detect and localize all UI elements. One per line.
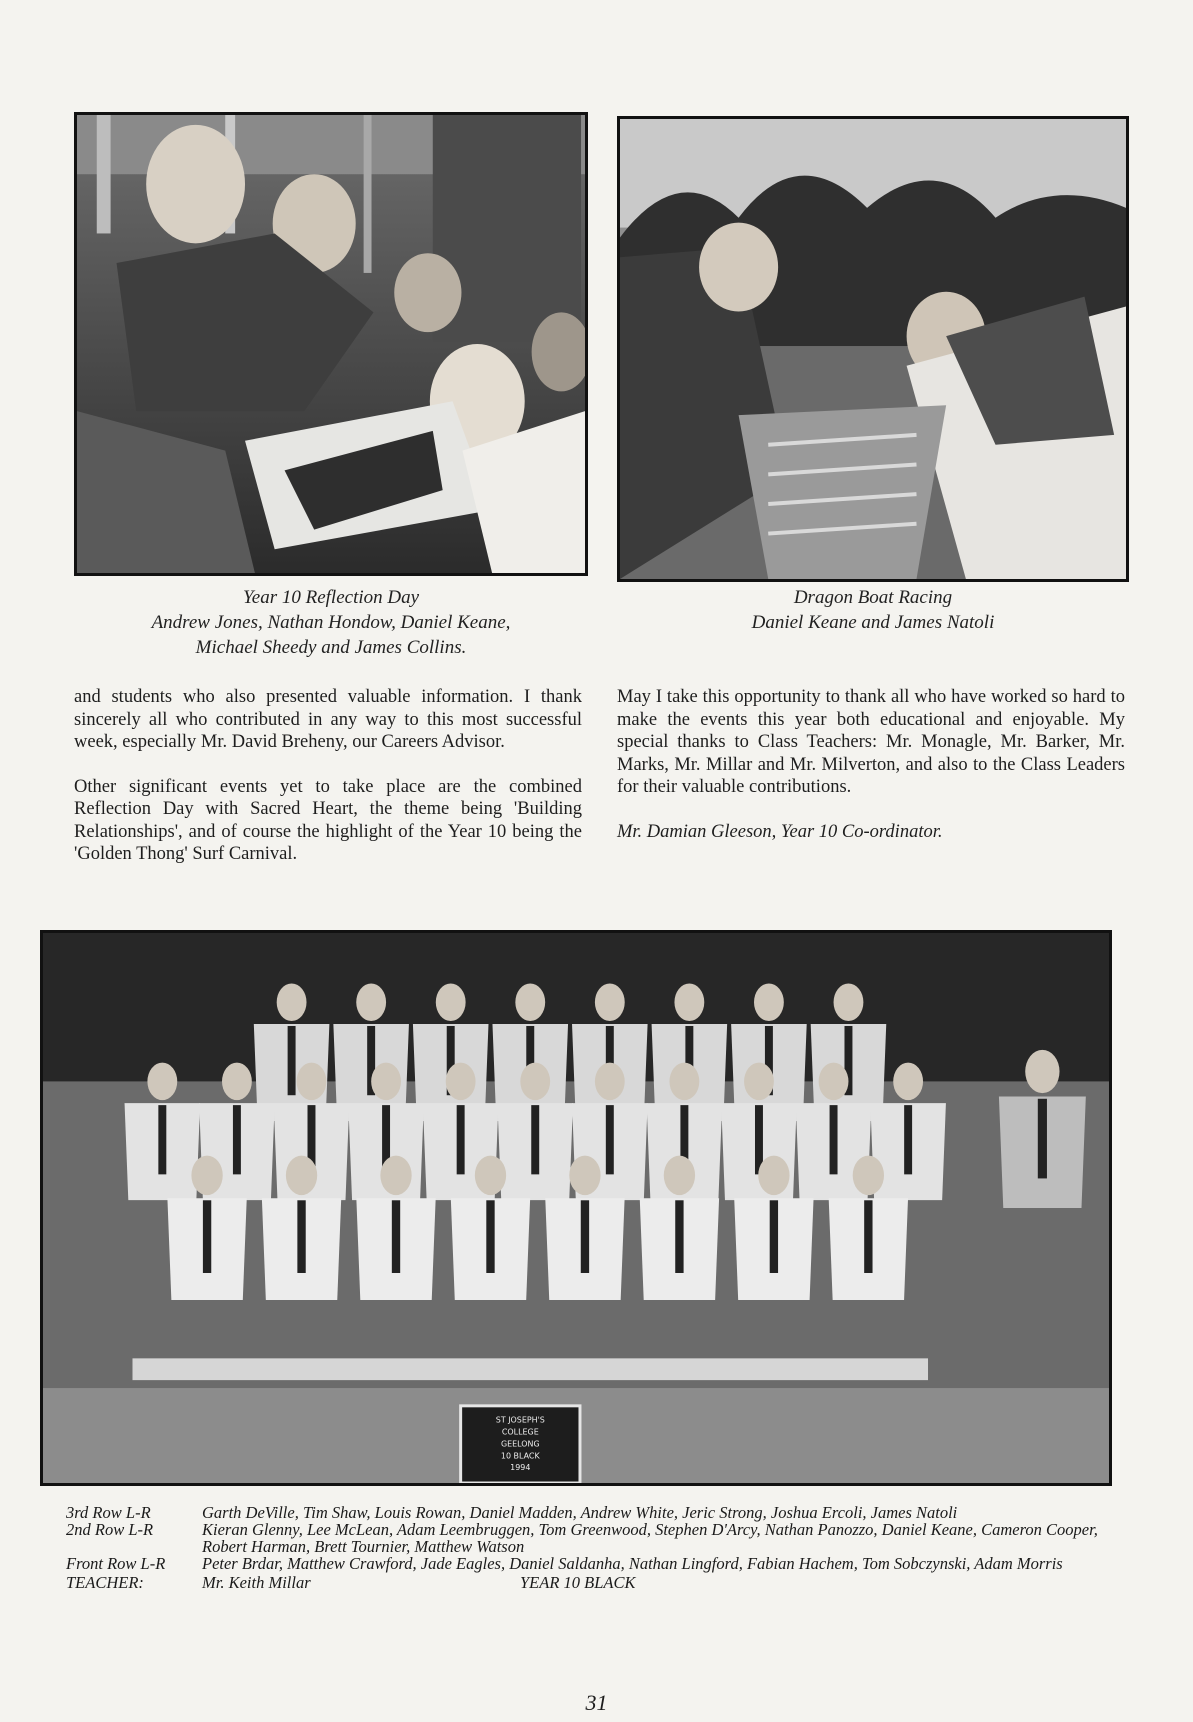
class-title: YEAR 10 BLACK: [520, 1573, 636, 1592]
roster-row-3rd: [66, 1504, 1106, 1521]
article-right-column: [617, 686, 1125, 865]
reflection-day-caption: [74, 585, 588, 660]
roster-row-front: [66, 1555, 1106, 1572]
author-signature: Mr. Damian Gleeson, Year 10 Co-ordinator.: [617, 821, 943, 842]
reflection-day-photo: [74, 112, 588, 576]
class-group-photo: [40, 930, 1112, 1486]
dragon-boat-photo: [617, 116, 1129, 582]
caption-names-line: Michael Sheedy and James Collins.: [195, 637, 467, 658]
caption-names-line: Daniel Keane and James Natoli: [751, 612, 995, 633]
roster-row-label: 3rd Row L-R: [66, 1503, 151, 1522]
roster-teacher-row: [66, 1574, 1106, 1591]
caption-title: Year 10 Reflection Day: [242, 587, 420, 608]
page-number: 31: [585, 1690, 608, 1715]
dragon-boat-caption: [617, 585, 1129, 635]
class-sign-line: ST JOSEPH'S: [495, 1415, 545, 1425]
roster-row-names: Garth DeVille, Tim Shaw, Louis Rowan, Daniel Madden, Andrew White, Jeric Strong, Joshua Ercoli, James Natoli: [202, 1503, 958, 1522]
class-roster: [66, 1504, 1106, 1591]
roster-row-names: Peter Brdar, Matthew Crawford, Jade Eagles, Daniel Saldanha, Nathan Lingford, Fabian Hachem, Tom Sobczynski, Adam Morris: [202, 1554, 1063, 1573]
roster-row-2nd: [66, 1521, 1106, 1555]
caption-title: Dragon Boat Racing: [793, 587, 953, 608]
caption-names-line: Andrew Jones, Nathan Hondow, Daniel Keane,: [151, 612, 511, 633]
roster-row-label: 2nd Row L-R: [66, 1520, 154, 1539]
article-paragraph: Other significant events yet to take place are the combined Reflection Day with Sacred Heart, the theme being 'Building Relationships', and of course the highlight of the Year 10 being the 'Golden Thong' Surf Carnival.: [74, 776, 582, 864]
class-sign-line: 1994: [510, 1463, 531, 1473]
teacher-label: TEACHER:: [66, 1573, 144, 1592]
article-paragraph: and students who also presented valuable information. I thank sincerely all who contributed in any way to this most successful week, especially Mr. David Breheny, our Careers Advisor.: [74, 687, 582, 752]
class-sign: [461, 1406, 580, 1483]
teacher-name: Mr. Keith Millar: [202, 1573, 311, 1592]
class-sign-line: 10 BLACK: [500, 1451, 540, 1461]
class-sign-line: COLLEGE: [501, 1427, 539, 1437]
article-left-column: [74, 686, 582, 888]
roster-row-label: Front Row L-R: [66, 1554, 166, 1573]
roster-row-names: Kieran Glenny, Lee McLean, Adam Leembruggen, Tom Greenwood, Stephen D'Arcy, Nathan Panozzo, Daniel Keane, Cameron Cooper, Robert Harman, Brett Tournier, Matthew Watson: [202, 1520, 1098, 1556]
class-sign-line: GEELONG: [500, 1439, 540, 1449]
article-paragraph: May I take this opportunity to thank all who have worked so hard to make the events this year both educational and enjoyable. My special thanks to Class Teachers: Mr. Monagle, Mr. Barker, Mr. Marks, Mr. Millar and Mr. Milverton, and also to the Class Leaders for their valuable contributions.: [617, 687, 1125, 797]
